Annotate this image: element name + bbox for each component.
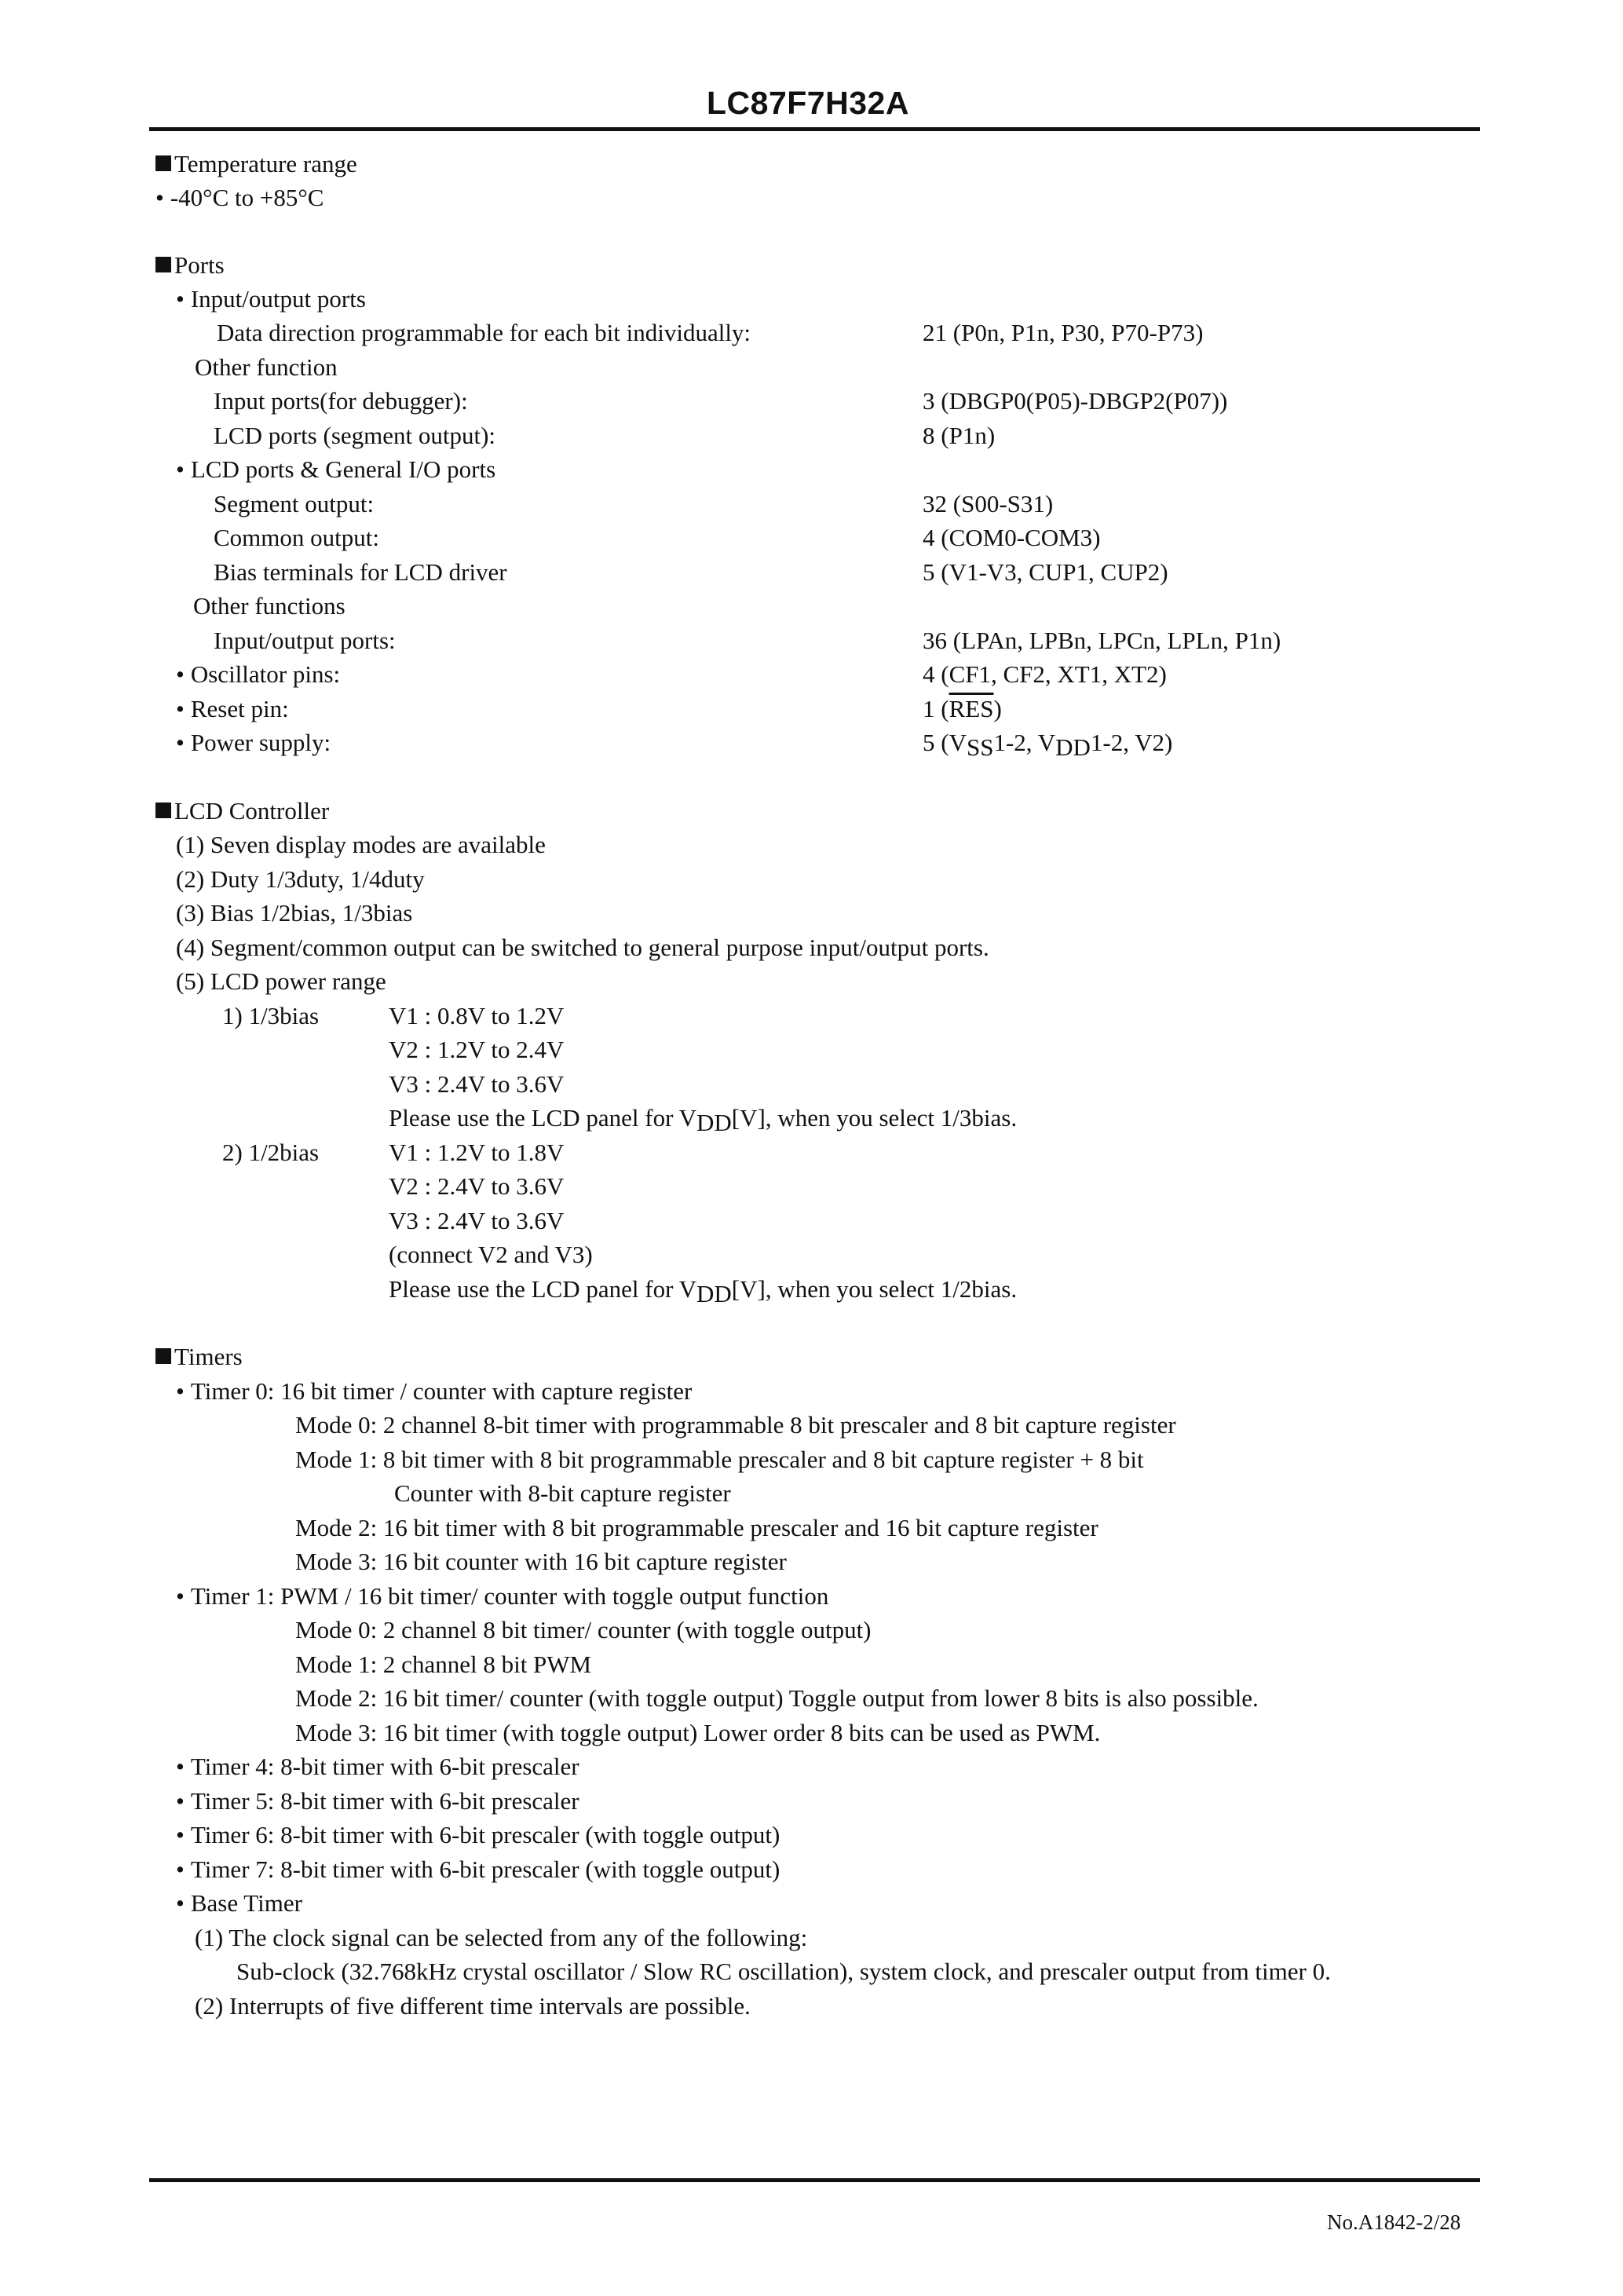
lcd-item-2: (2) Duty 1/3duty, 1/4duty [176, 865, 425, 893]
ports-io-heading: • Input/output ports [176, 285, 366, 313]
square-bullet-icon [155, 803, 171, 818]
bullet-icon: • [176, 660, 185, 688]
bias3-note: Please use the LCD panel for $V_{DD}[V]$, when you select 1/3bias. [389, 1104, 1018, 1136]
bullet-icon: • [176, 1787, 185, 1815]
timer0-mode3: Mode 3: 16 bit counter with 16 bit capture register [295, 1548, 787, 1575]
lcd-item-4: (4) Segment/common output can be switched to general purpose input/output ports. [176, 934, 989, 961]
bullet-icon: • [176, 1582, 185, 1610]
reset-pin-name: $\overline{RES}$ [949, 695, 994, 722]
timer0: • Timer 0: 16 bit timer / counter with capture register [176, 1377, 693, 1405]
bullet-icon: • [155, 184, 164, 211]
timer1-mode0: Mode 0: 2 channel 8 bit timer/ counter (with toggle output) [295, 1616, 872, 1643]
bullet-icon: • [176, 1753, 185, 1780]
io-ports-value: 36 (LPAn, LPBn, LPCn, LPLn, P1n) [923, 627, 1281, 654]
bias3-label: 1) 1/3bias [222, 1002, 320, 1029]
input-ports-value: 3 (DBGP0(P05)-DBGP2(P07)) [923, 387, 1228, 415]
temperature-value: • -40°C to +85°C [155, 184, 324, 211]
input-ports-label: Input ports(for debugger): [214, 387, 468, 415]
section-lcd-controller: LCD Controller [155, 795, 329, 827]
bullet-icon: • [176, 729, 185, 756]
base-timer: • Base Timer [176, 1889, 302, 1917]
power-label: • Power supply: [176, 729, 331, 756]
other-function-label: Other function [195, 353, 338, 381]
lcd-ports-label: LCD ports (segment output): [214, 422, 496, 449]
timer6: • Timer 6: 8-bit timer with 6-bit prescaler (with toggle output) [176, 1821, 780, 1848]
bullet-icon: • [176, 1377, 185, 1405]
lcd-item-5: (5) LCD power range [176, 967, 386, 995]
data-direction-value: 21 (P0n, P1n, P30, P70-P73) [923, 319, 1204, 346]
timer5: • Timer 5: 8-bit timer with 6-bit prescaler [176, 1787, 579, 1815]
bias-label: Bias terminals for LCD driver [214, 558, 507, 586]
bullet-icon: • [176, 1889, 185, 1917]
segment-label: Segment output: [214, 490, 375, 517]
page-reference: No.A1842-2/28 [1327, 2210, 1461, 2234]
bullet-icon: • [176, 1855, 185, 1883]
timer1-mode2: Mode 2: 16 bit timer/ counter (with toggle output) Toggle output from lower 8 bits is also possible. [295, 1684, 1259, 1712]
reset-label: • Reset pin: [176, 695, 289, 722]
bullet-icon: • [176, 285, 185, 313]
reset-value: 1 $(\overline{RES})$ [923, 695, 1002, 722]
oscillator-value: 4 (CF1, CF2, XT1, XT2) [923, 660, 1167, 688]
square-bullet-icon [155, 155, 171, 171]
footer-rule [149, 2178, 1480, 2182]
base-timer-item-1: (1) The clock signal can be selected from any of the following: [195, 1924, 808, 1951]
bias3-v2: V2 : 1.2V to 2.4V [389, 1036, 565, 1063]
lcd-item-3: (3) Bias 1/2bias, 1/3bias [176, 899, 413, 927]
bias2-v2: V2 : 2.4V to 3.6V [389, 1172, 565, 1200]
bias3-v1: V1 : 0.8V to 1.2V [389, 1002, 565, 1029]
common-value: 4 (COM0-COM3) [923, 524, 1101, 551]
lcd-ports-value: 8 (P1n) [923, 422, 996, 449]
timer1-mode1: Mode 1: 2 channel 8 bit PWM [295, 1651, 592, 1678]
section-temperature: Temperature range [155, 148, 357, 180]
timer1: • Timer 1: PWM / 16 bit timer/ counter with toggle output function [176, 1582, 829, 1610]
bias3-v3: V3 : 2.4V to 3.6V [389, 1070, 565, 1098]
section-ports: Ports [155, 250, 225, 281]
bias2-note: Please use the LCD panel for $V_{DD}[V]$, when you select 1/2bias. [389, 1275, 1018, 1307]
page-title: LC87F7H32A [707, 85, 909, 121]
timer1-mode3: Mode 3: 16 bit timer (with toggle output) Lower order 8 bits can be used as PWM. [295, 1719, 1101, 1746]
power-value: 5 ($V_{SS}1-2$, $V_{DD}1-2$, V2) [923, 729, 1173, 761]
common-label: Common output: [214, 524, 379, 551]
header-rule [149, 127, 1480, 131]
bullet-icon: • [176, 695, 185, 722]
lcd-general-heading: • LCD ports & General I/O ports [176, 455, 496, 483]
timer0-mode1-cont: Counter with 8-bit capture register [394, 1479, 731, 1507]
square-bullet-icon [155, 1348, 171, 1364]
data-direction-label: Data direction programmable for each bit individually: [217, 319, 751, 346]
bias2-v1: V1 : 1.2V to 1.8V [389, 1139, 565, 1166]
io-ports-label: Input/output ports: [214, 627, 396, 654]
bias2-label: 2) 1/2bias [222, 1139, 320, 1166]
square-bullet-icon [155, 257, 171, 272]
segment-value: 32 (S00-S31) [923, 490, 1054, 517]
bias-value: 5 (V1-V3, CUP1, CUP2) [923, 558, 1168, 586]
timer4: • Timer 4: 8-bit timer with 6-bit prescaler [176, 1753, 579, 1780]
bias2-connect: (connect V2 and V3) [389, 1241, 593, 1268]
bullet-icon: • [176, 455, 185, 483]
timer0-mode1: Mode 1: 8 bit timer with 8 bit programmable prescaler and 8 bit capture register + 8 bit [295, 1446, 1144, 1473]
timer7: • Timer 7: 8-bit timer with 6-bit prescaler (with toggle output) [176, 1855, 780, 1883]
base-timer-item-2: (2) Interrupts of five different time intervals are possible. [195, 1992, 751, 2020]
other-functions-label: Other functions [193, 592, 345, 620]
timer0-mode0: Mode 0: 2 channel 8-bit timer with programmable 8 bit prescaler and 8 bit capture register [295, 1411, 1176, 1439]
timer0-mode2: Mode 2: 16 bit timer with 8 bit programmable prescaler and 16 bit capture register [295, 1514, 1098, 1541]
base-timer-item-1-detail: Sub-clock (32.768kHz crystal oscillator / Slow RC oscillation), system clock, and prescaler output from timer 0. [236, 1958, 1331, 1985]
section-timers: Timers [155, 1341, 243, 1373]
bias2-v3: V3 : 2.4V to 3.6V [389, 1207, 565, 1234]
bullet-icon: • [176, 1821, 185, 1848]
oscillator-label: • Oscillator pins: [176, 660, 341, 688]
lcd-item-1: (1) Seven display modes are available [176, 831, 546, 858]
